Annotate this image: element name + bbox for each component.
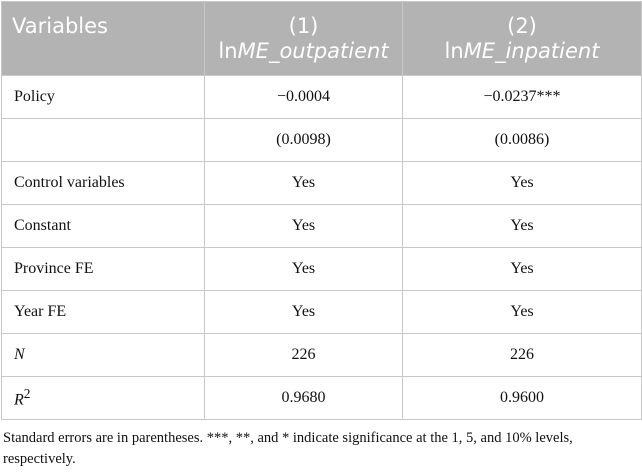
header-variables: Variables (2, 2, 205, 76)
row-label-r-superscript: 2 (23, 386, 31, 402)
header-col-2 (403, 2, 642, 76)
cell-value: Yes (205, 291, 403, 334)
header-col-2-prefix: ln (444, 38, 464, 63)
header-col-1 (205, 2, 403, 76)
cell-value: −0.0004 (205, 76, 403, 119)
cell-value: 226 (403, 334, 642, 377)
table-row (2, 119, 642, 162)
table-row (2, 205, 642, 248)
header-col-1-variable (205, 39, 402, 64)
cell-value: Yes (205, 162, 403, 205)
cell-standard-error: (0.0086) (403, 119, 642, 162)
row-label-control-variables: Control variables (2, 162, 205, 205)
cell-value: 226 (205, 334, 403, 377)
regression-table (1, 1, 642, 420)
cell-value: Yes (205, 205, 403, 248)
cell-value: Yes (205, 248, 403, 291)
row-label-n-text: N (14, 346, 25, 363)
table-row (2, 291, 642, 334)
header-col-1-name: ME_outpatient (237, 38, 389, 63)
row-label-constant: Constant (2, 205, 205, 248)
cell-value: Yes (403, 248, 642, 291)
cell-standard-error: (0.0098) (205, 119, 403, 162)
row-label-n (2, 334, 205, 377)
cell-value: 0.9680 (205, 377, 403, 420)
table-header-row (2, 2, 642, 76)
table-row (2, 162, 642, 205)
row-label-policy: Policy (2, 76, 205, 119)
table-row (2, 377, 642, 420)
row-label-r-squared (2, 377, 205, 420)
table-row (2, 76, 642, 119)
row-label-empty (2, 119, 205, 162)
header-col-2-number: (2) (507, 13, 537, 38)
header-col-2-variable (403, 39, 641, 64)
row-label-year-fe: Year FE (2, 291, 205, 334)
row-label-r-text: R (14, 391, 24, 409)
table-row (2, 248, 642, 291)
cell-value: −0.0237*** (403, 76, 642, 119)
cell-value: 0.9600 (403, 377, 642, 420)
cell-value: Yes (403, 162, 642, 205)
header-col-1-number: (1) (288, 13, 319, 38)
header-col-1-prefix: ln (218, 38, 238, 63)
table-row (2, 334, 642, 377)
cell-value: Yes (403, 291, 642, 334)
table-footnote: Standard errors are in parentheses. ***, **, and * indicate significance at the 1, 5, and 10% levels, respectively. (3, 430, 573, 467)
cell-value: Yes (403, 205, 642, 248)
row-label-province-fe: Province FE (2, 248, 205, 291)
header-col-2-name: ME_inpatient (463, 38, 600, 63)
